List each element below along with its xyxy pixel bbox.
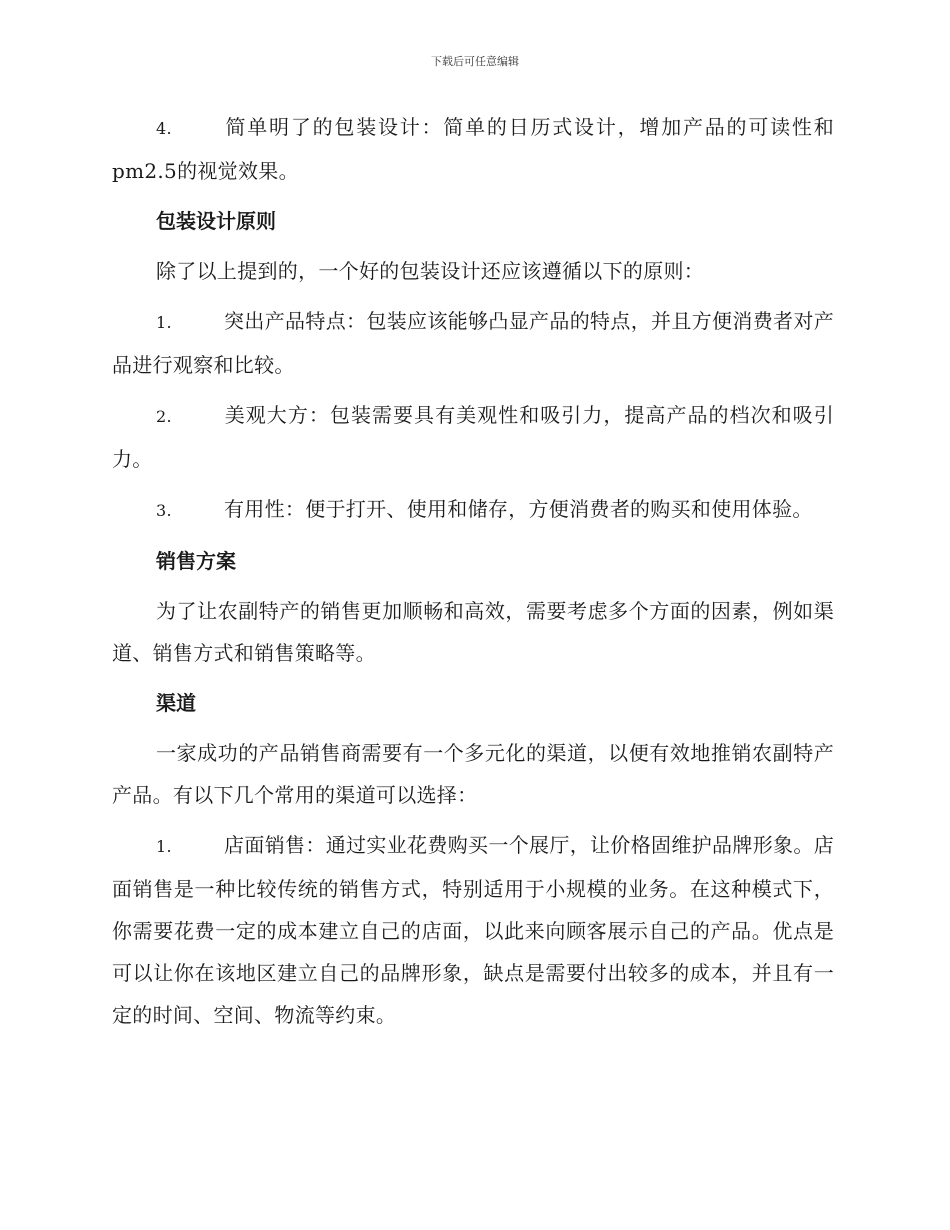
paragraph: 除了以上提到的，一个好的包装设计还应该遵循以下的原则： <box>156 259 705 283</box>
list-number: 1. <box>156 837 172 856</box>
list-text: 店面销售：通过实业花费购买一个展厅，让价格固维护品牌形象。店面销售是一种比较传统的销售方式，特别适用于小规模的业务。在这种模式下，你需要花费一定的成本建立自己的店面，以此来向顾客展示自己的产品。优点是可以让你在该地区建立自己的品牌形象，缺点是需要付出较多的成本，并且有一定的时间、空间、物流等约束。 <box>112 833 834 1027</box>
list-number: 3. <box>156 501 172 520</box>
list-item <box>112 824 834 1036</box>
list-number: 1. <box>156 313 172 332</box>
section-heading: 包装设计原则 <box>156 209 276 233</box>
document-body <box>112 106 834 1044</box>
list-text: 突出产品特点：包装应该能够凸显产品的特点，并且方便消费者对产品进行观察和比较。 <box>112 309 834 377</box>
list-item <box>112 300 834 386</box>
list-item <box>112 488 834 532</box>
list-item <box>112 394 834 480</box>
paragraph: 为了让农副特产的销售更加顺畅和高效，需要考虑多个方面的因素，例如渠道、销售方式和销售策略等。 <box>112 599 834 665</box>
section-heading: 销售方案 <box>156 549 236 573</box>
section-heading: 渠道 <box>156 691 196 715</box>
paragraph: 一家成功的产品销售商需要有一个多元化的渠道，以便有效地推销农副特产产品。有以下几个常用的渠道可以选择： <box>112 741 834 807</box>
list-text: 美观大方：包装需要具有美观性和吸引力，提高产品的档次和吸引力。 <box>112 403 834 471</box>
list-text: 简单明了的包装设计：简单的日历式设计，增加产品的可读性和pm2.5的视觉效果。 <box>112 115 834 183</box>
list-number: 2. <box>156 407 172 426</box>
list-text: 有用性：便于打开、使用和储存，方便消费者的购买和使用体验。 <box>224 497 813 521</box>
list-item <box>112 106 834 192</box>
list-number: 4. <box>156 119 172 138</box>
page-header: 下载后可任意编辑 <box>431 55 519 68</box>
